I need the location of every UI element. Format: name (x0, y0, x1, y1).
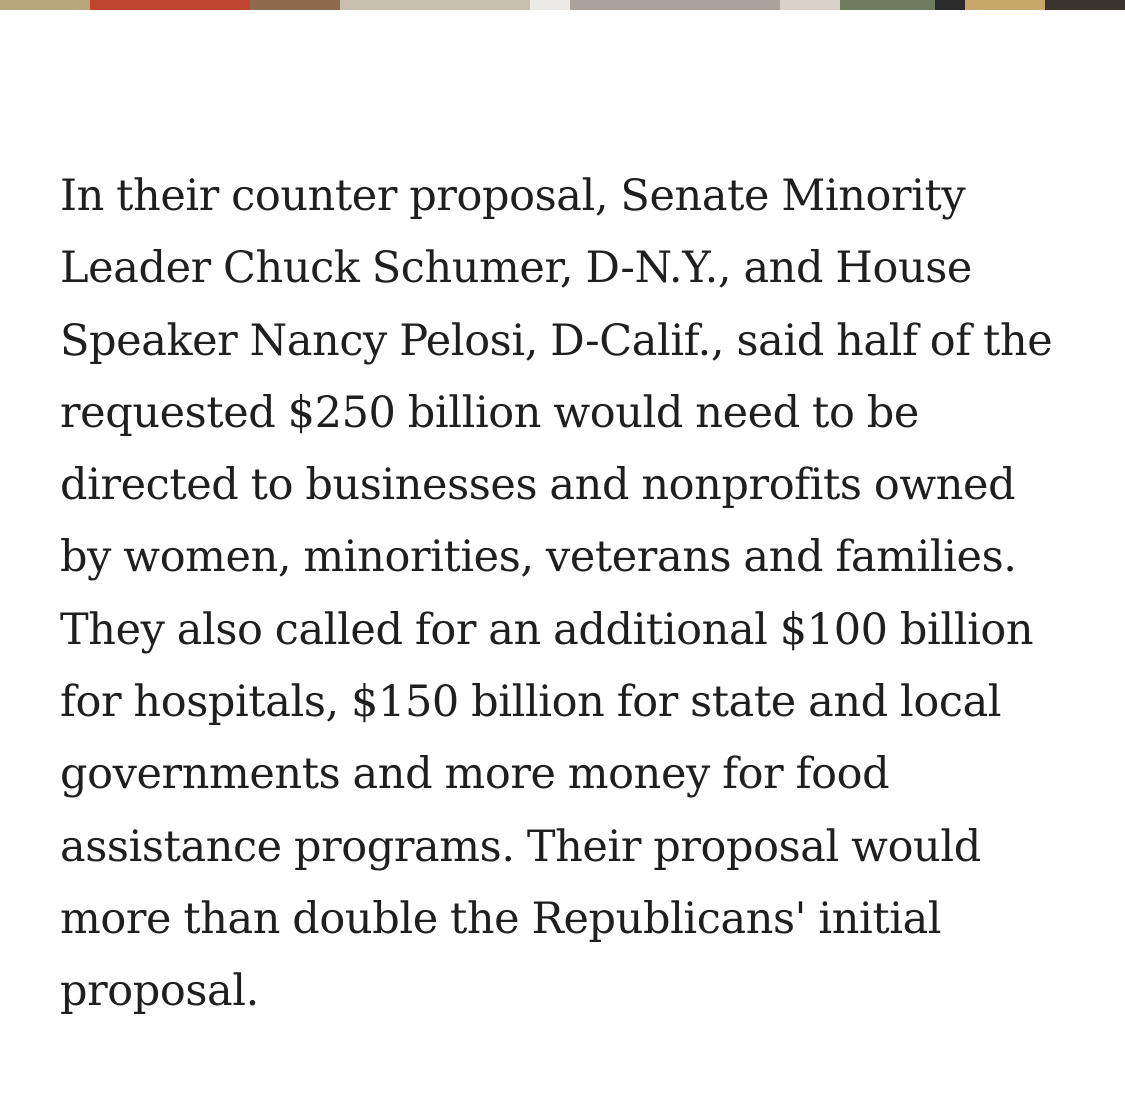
paragraph-line: governments and more money for food (60, 749, 890, 800)
article-photo-bottom-edge (0, 0, 1125, 10)
paragraph-line: for hospitals, $150 billion for state and local (60, 677, 1002, 728)
article-paragraph (60, 160, 1070, 1028)
paragraph-line: requested $250 billion would need to be (60, 387, 919, 438)
paragraph-line: Leader Chuck Schumer, D-N.Y., and House (60, 243, 972, 294)
paragraph-line: assistance programs. Their proposal would (60, 821, 981, 872)
paragraph-line: by women, minorities, veterans and families. (60, 532, 1017, 583)
paragraph-line: They also called for an additional $100 billion (60, 604, 1034, 655)
paragraph-line: In their counter proposal, Senate Minority (60, 171, 966, 221)
paragraph-line: more than double the Republicans' initial (60, 893, 942, 944)
paragraph-line: directed to businesses and nonprofits owned (60, 460, 1016, 511)
paragraph-line: proposal. (60, 966, 259, 1017)
paragraph-line: Speaker Nancy Pelosi, D-Calif., said half of the (60, 315, 1053, 366)
